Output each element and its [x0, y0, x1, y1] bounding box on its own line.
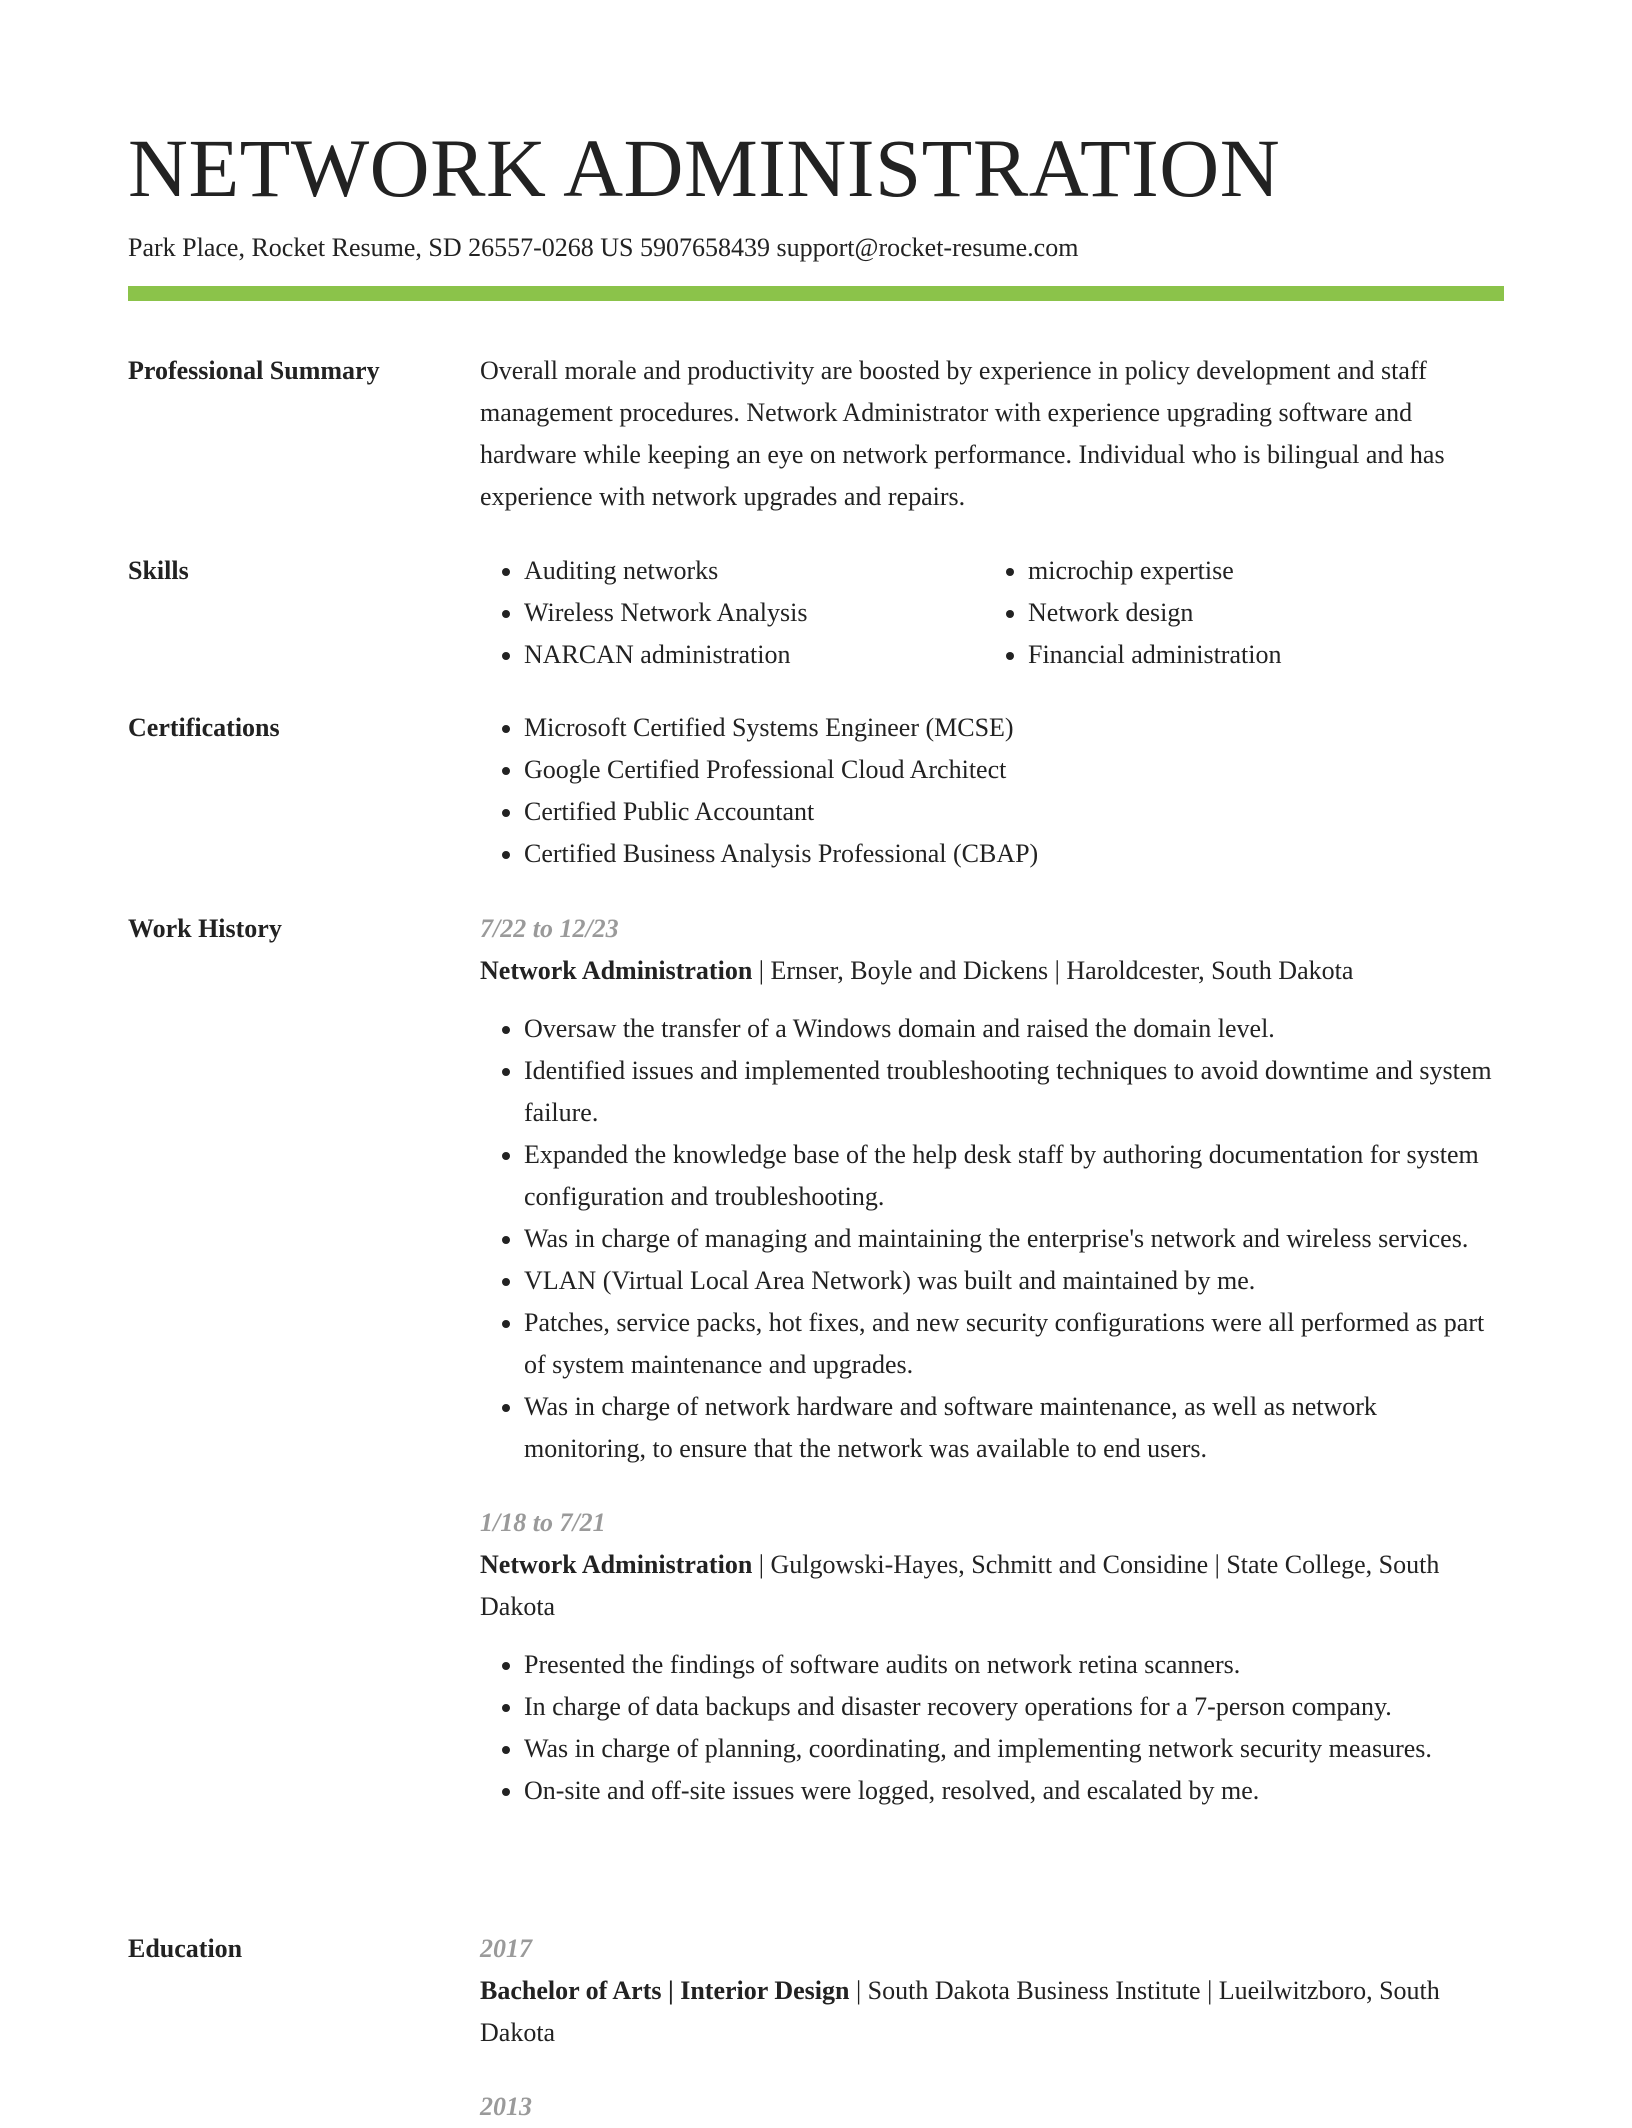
candidate-name: NETWORK ADMINISTRATION — [128, 122, 1281, 214]
certification-item: • Google Certified Professional Cloud Architect — [524, 749, 1504, 791]
certifications-body — [480, 707, 1504, 875]
education-heading — [480, 1970, 1504, 2054]
address: Park Place, Rocket Resume, SD 26557-0268 US — [128, 233, 634, 262]
job-bullet: • Oversaw the transfer of a Windows domain and raised the domain level. — [524, 1008, 1504, 1050]
job-company-location: | Ernser, Boyle and Dickens | Haroldcester, South Dakota — [752, 956, 1354, 985]
header-divider — [128, 286, 1504, 301]
certification-item: • Microsoft Certified Systems Engineer (MCSE) — [524, 707, 1504, 749]
section-title: Skills — [128, 556, 189, 585]
education-entry — [480, 2086, 1504, 2128]
skills-column-right — [984, 550, 1488, 676]
section-title: Work History — [128, 914, 282, 943]
certification-item: • Certified Public Accountant — [524, 791, 1504, 833]
degree: Bachelor of Arts | Interior Design — [480, 1976, 850, 2005]
section-title: Certifications — [128, 713, 280, 742]
education-year: 2017 — [480, 1934, 532, 1963]
job-role: Network Administration — [480, 956, 753, 985]
job-dates: 7/22 to 12/23 — [480, 914, 619, 943]
job-entry — [480, 1502, 1504, 1812]
summary-body — [480, 350, 1504, 518]
job-bullet: • In charge of data backups and disaster recovery operations for a 7-person company. — [524, 1686, 1504, 1728]
contact-line — [128, 230, 1504, 266]
certifications-list — [480, 707, 1504, 875]
skill-item: • NARCAN administration — [524, 634, 984, 676]
job-bullet: • On-site and off-site issues were logged, resolved, and escalated by me. — [524, 1770, 1504, 1812]
section-title: Professional Summary — [128, 356, 380, 385]
job-bullet: • Was in charge of managing and maintaining the enterprise's network and wireless services. — [524, 1218, 1504, 1260]
skills-list — [480, 550, 1504, 676]
education-entry — [480, 1928, 1504, 2054]
education-body — [480, 1928, 1504, 2128]
job-bullet: • Presented the findings of software audits on network retina scanners. — [524, 1644, 1504, 1686]
skill-item: • Network design — [1028, 592, 1488, 634]
email: support@rocket-resume.com — [776, 233, 1079, 262]
job-heading — [480, 950, 1504, 992]
school-location: | South Dakota Business Institute | Lueilwitzboro, South Dakota — [480, 1976, 1440, 2047]
certification-item: • Certified Business Analysis Professional (CBAP) — [524, 833, 1504, 875]
job-bullet: • VLAN (Virtual Local Area Network) was built and maintained by me. — [524, 1260, 1504, 1302]
job-entry — [480, 908, 1504, 1470]
job-role: Network Administration — [480, 1550, 753, 1579]
work-history-body — [480, 908, 1504, 1812]
job-bullet: • Identified issues and implemented troubleshooting techniques to avoid downtime and system failure. — [524, 1050, 1504, 1134]
job-bullet: • Patches, service packs, hot fixes, and new security configurations were all performed as part of system maintenance and upgrades. — [524, 1302, 1504, 1386]
job-bullet: • Was in charge of network hardware and software maintenance, as well as network monitoring, to ensure that the network was available to end users. — [524, 1386, 1504, 1470]
job-bullet: • Expanded the knowledge base of the help desk staff by authoring documentation for system configuration and troubleshooting. — [524, 1134, 1504, 1218]
job-bullet: • Was in charge of planning, coordinating, and implementing network security measures. — [524, 1728, 1504, 1770]
job-dates: 1/18 to 7/21 — [480, 1508, 606, 1537]
education-year: 2013 — [480, 2092, 532, 2121]
job-heading — [480, 1544, 1504, 1628]
job-bullets — [480, 1644, 1504, 1812]
summary-text: Overall morale and productivity are boosted by experience in policy development and staff management procedures. Network Administrator with experience upgrading software and hardware while keeping an eye on network performance. Individual who is bilingual and has experience with network upgrades and repairs. — [480, 356, 1445, 511]
job-bullets — [480, 1008, 1504, 1470]
skill-item: • Wireless Network Analysis — [524, 592, 984, 634]
phone: 5907658439 — [640, 233, 771, 262]
section-title: Education — [128, 1934, 243, 1963]
resume-header — [128, 118, 1504, 266]
job-company-location: | Gulgowski-Hayes, Schmitt and Considine | State College, South Dakota — [480, 1550, 1440, 1621]
skill-item: • Financial administration — [1028, 634, 1488, 676]
skill-item: • microchip expertise — [1028, 550, 1488, 592]
skills-column-left — [480, 550, 984, 676]
skill-item: • Auditing networks — [524, 550, 984, 592]
